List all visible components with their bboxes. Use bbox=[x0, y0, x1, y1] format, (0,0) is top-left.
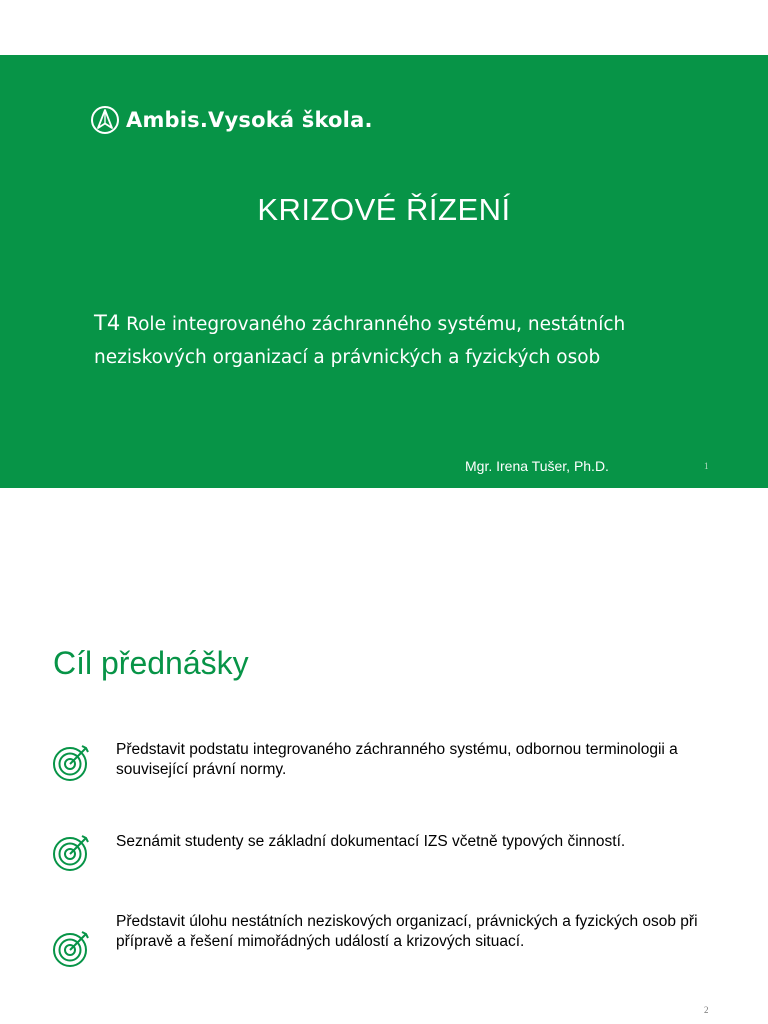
slide-subtitle bbox=[94, 307, 714, 374]
topic-code: T4 bbox=[94, 311, 121, 335]
page-number: 1 bbox=[704, 461, 709, 471]
logo-text: Ambis.Vysoká škola. bbox=[126, 108, 373, 132]
compass-a-icon bbox=[90, 105, 120, 135]
goal-text: Seznámit studenty se základní dokumentací IZS včetně typových činností. bbox=[116, 833, 626, 850]
topic-text: Role integrovaného záchranného systému, nestátních neziskových organizací a právnických a fyzických osob bbox=[94, 314, 626, 368]
target-arrow-icon bbox=[50, 926, 94, 970]
title-slide bbox=[0, 55, 768, 488]
goal-item bbox=[50, 912, 730, 972]
goal-text: Představit úlohu nestátních neziskových organizací, právnických a fyzických osob při přípravě a řešení mimořádných událostí a krizových situací. bbox=[116, 913, 698, 950]
target-arrow-icon bbox=[50, 740, 94, 784]
author-name: Mgr. Irena Tušer, Ph.D. bbox=[465, 458, 609, 474]
logo bbox=[90, 103, 373, 137]
goal-item bbox=[50, 830, 730, 890]
page-number: 2 bbox=[704, 1005, 709, 1015]
goals-title: Cíl přednášky bbox=[53, 645, 249, 681]
goal-item bbox=[50, 740, 730, 800]
slide-title: KRIZOVÉ ŘÍZENÍ bbox=[257, 192, 511, 227]
target-arrow-icon bbox=[50, 830, 94, 874]
goal-text: Představit podstatu integrovaného záchranného systému, odbornou terminologii a související právní normy. bbox=[116, 741, 678, 778]
